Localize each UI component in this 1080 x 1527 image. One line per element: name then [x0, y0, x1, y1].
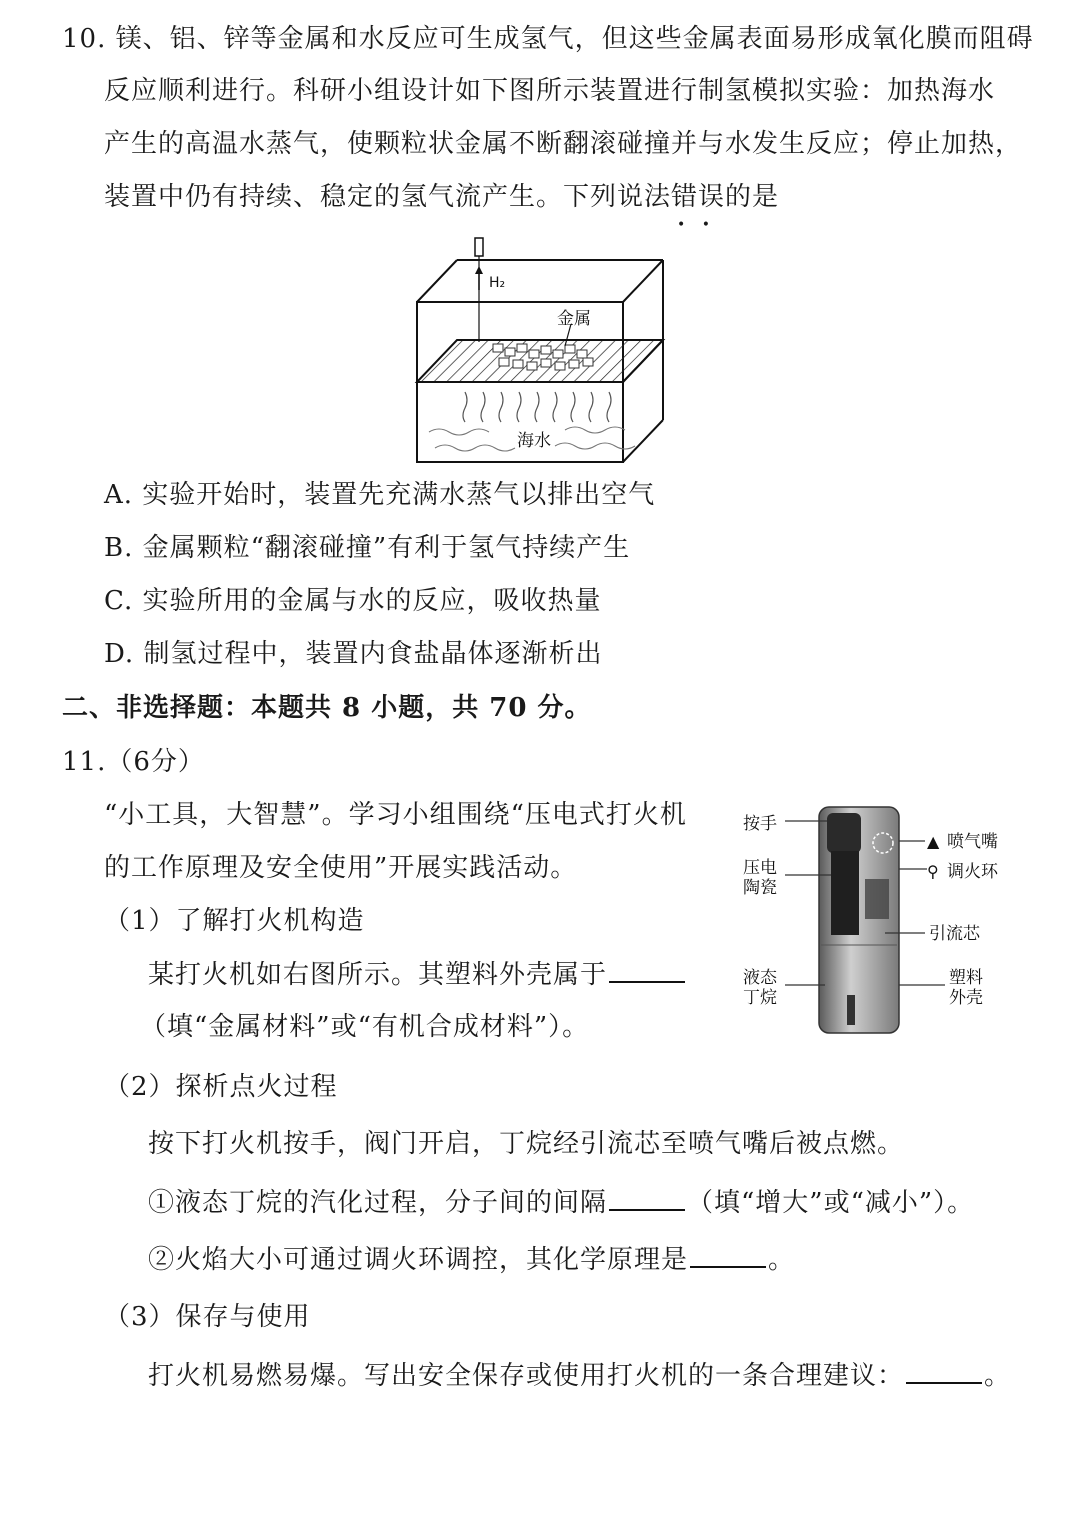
hydrogen-apparatus-diagram — [405, 232, 675, 472]
lighter-diagram — [735, 795, 1035, 1045]
lighter-button — [827, 813, 861, 853]
metal-label: 金属 — [557, 309, 591, 329]
option-b: B. 金属颗粒“翻滚碰撞”有利于氢气持续产生 — [104, 533, 631, 563]
q11-part3-text-b: 。 — [984, 1361, 1012, 1391]
answer-blank-4[interactable] — [906, 1358, 982, 1384]
metal-grid-plate — [417, 340, 663, 382]
gas-outlet-tube — [475, 238, 483, 256]
nozzle-icon: ▲ — [927, 832, 940, 851]
answer-blank-2[interactable] — [609, 1185, 685, 1211]
label-butane-1: 液态 — [743, 968, 777, 988]
q11-part3-title: （3）保存与使用 — [104, 1302, 311, 1332]
label-shell-1: 塑料 — [949, 968, 983, 988]
q11-part2-title: （2）探析点火过程 — [104, 1072, 338, 1102]
q11-part1-text — [148, 957, 687, 992]
q11-part2-q2-b: 。 — [768, 1245, 796, 1275]
section-2-heading: 二、非选择题：本题共 8 小题，共 70 分。 — [62, 693, 592, 723]
answer-blank-3[interactable] — [690, 1242, 766, 1268]
q11-number: 11.（6分） — [62, 747, 205, 777]
q11-part1-title: （1）了解打火机构造 — [104, 906, 365, 936]
q11-part2-q1-b: （填“增大”或“减小”）。 — [687, 1188, 975, 1218]
emphasis-word: 错误 • • — [671, 182, 725, 212]
option-c: C. 实验所用的金属与水的反应，吸收热量 — [104, 586, 602, 616]
q11-part1-text-a: 某打火机如右图所示。其塑料外壳属于 — [148, 960, 608, 990]
q10-line-1: 10. 镁、铝、锌等金属和水反应可生成氢气，但这些金属表面易形成氧化膜而阻碍 — [62, 24, 1034, 54]
magnifier-icon: ⚲ — [927, 862, 939, 881]
q11-intro-1: “小工具，大智慧”。学习小组围绕“压电式打火机 — [104, 800, 687, 830]
q10-line-2: 反应顺利进行。科研小组设计如下图所示装置进行制氢模拟实验：加热海水 — [104, 76, 996, 106]
label-nozzle: 喷气嘴 — [947, 832, 998, 852]
q11-part2-q1-a: ①液态丁烷的汽化过程，分子间的间隔 — [148, 1188, 608, 1218]
q11-part2-q1 — [148, 1185, 974, 1220]
piezo-ceramic — [831, 851, 859, 935]
q10-line-3: 产生的高温水蒸气，使颗粒状金属不断翻滚碰撞并与水发生反应；停止加热， — [104, 129, 1023, 159]
seawater-label: 海水 — [517, 431, 551, 451]
q10-line-4-text: 装置中仍有持续、稳定的氢气流产生。下列说法 — [104, 182, 672, 212]
q11-intro-2: 的工作原理及安全使用”开展实践活动。 — [104, 853, 578, 883]
q11-part2-text: 按下打火机按手，阀门开启，丁烷经引流芯至喷气嘴后被点燃。 — [148, 1129, 905, 1159]
q11-part2-q2 — [148, 1242, 795, 1277]
q11-part3-text — [148, 1358, 1011, 1393]
label-shell-2: 外壳 — [949, 988, 983, 1008]
label-wick: 引流芯 — [929, 924, 980, 944]
answer-blank-1[interactable] — [609, 957, 685, 983]
q11-part2-q2-a: ②火焰大小可通过调火环调控，其化学原理是 — [148, 1245, 689, 1275]
q11-part3-text-a: 打火机易燃易爆。写出安全保存或使用打火机的一条合理建议： — [148, 1361, 905, 1391]
option-a: A. 实验开始时，装置先充满水蒸气以排出空气 — [104, 480, 656, 510]
label-piezo-1: 压电 — [743, 858, 777, 878]
label-ring: 调火环 — [947, 862, 998, 882]
q10-line-4 — [104, 180, 779, 214]
option-d: D. 制氢过程中，装置内食盐晶体逐渐析出 — [104, 639, 603, 669]
q10-line-4-tail: 的是 — [725, 182, 780, 212]
label-piezo-2: 陶瓷 — [743, 878, 777, 898]
steam-lines — [463, 392, 611, 422]
h2-label: H₂ — [489, 275, 506, 291]
label-button: 按手 — [743, 814, 777, 834]
q11-part1-hint: （填“金属材料”或“有机合成材料”）。 — [140, 1012, 590, 1042]
label-butane-2: 丁烷 — [743, 988, 777, 1008]
